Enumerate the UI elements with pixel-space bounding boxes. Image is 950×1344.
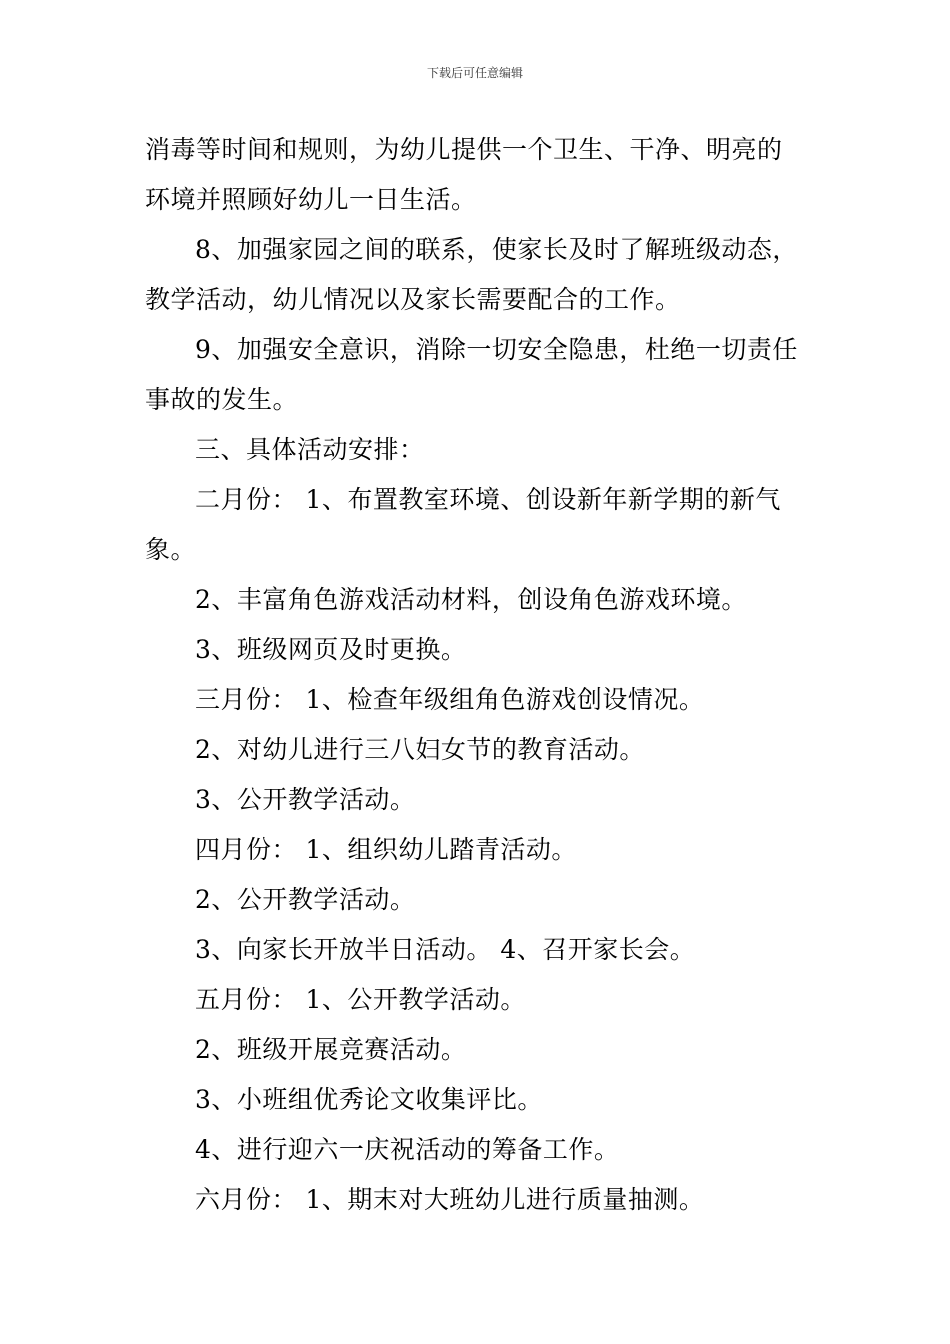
document-body <box>145 125 815 1225</box>
schedule-line-apr-3: 3、向家长开放半日活动。 4、召开家长会。 <box>195 935 696 964</box>
schedule-line-mar-2: 2、对幼儿进行三八妇女节的教育活动。 <box>195 735 645 764</box>
schedule-line-may-2: 2、班级开展竞赛活动。 <box>195 1035 467 1064</box>
page-header: 下载后可任意编辑 <box>426 66 523 80</box>
schedule-line-mar-3: 3、公开教学活动。 <box>195 785 416 814</box>
schedule-line-feb-1-cont: 象。 <box>145 535 197 564</box>
schedule-line-may-1: 五月份： 1、公开教学活动。 <box>195 985 526 1014</box>
paragraph-line-6: 事故的发生。 <box>145 385 299 414</box>
schedule-line-mar-1: 三月份： 1、检查年级组角色游戏创设情况。 <box>195 685 705 714</box>
paragraph-line-5: 9、加强安全意识，消除一切安全隐患，杜绝一切责任 <box>195 335 798 364</box>
schedule-line-may-3: 3、小班组优秀论文收集评比。 <box>195 1085 543 1114</box>
schedule-line-apr-1: 四月份： 1、组织幼儿踏青活动。 <box>195 835 577 864</box>
paragraph-line-3: 8、加强家园之间的联系，使家长及时了解班级动态， <box>195 235 798 264</box>
section-heading: 三、具体活动安排： <box>195 435 425 464</box>
schedule-line-may-4: 4、进行迎六一庆祝活动的筹备工作。 <box>195 1135 620 1164</box>
paragraph-line-4: 教学活动，幼儿情况以及家长需要配合的工作。 <box>145 285 681 314</box>
schedule-line-feb-1: 二月份： 1、布置教室环境、创设新年新学期的新气 <box>195 485 781 514</box>
paragraph-line-2: 环境并照顾好幼儿一日生活。 <box>145 185 477 214</box>
schedule-line-jun-1: 六月份： 1、期末对大班幼儿进行质量抽测。 <box>195 1185 705 1214</box>
schedule-line-feb-3: 3、班级网页及时更换。 <box>195 635 467 664</box>
schedule-line-feb-2: 2、丰富角色游戏活动材料，创设角色游戏环境。 <box>195 585 747 614</box>
paragraph-line-1: 消毒等时间和规则，为幼儿提供一个卫生、干净、明亮的 <box>145 135 783 164</box>
schedule-line-apr-2: 2、公开教学活动。 <box>195 885 416 914</box>
